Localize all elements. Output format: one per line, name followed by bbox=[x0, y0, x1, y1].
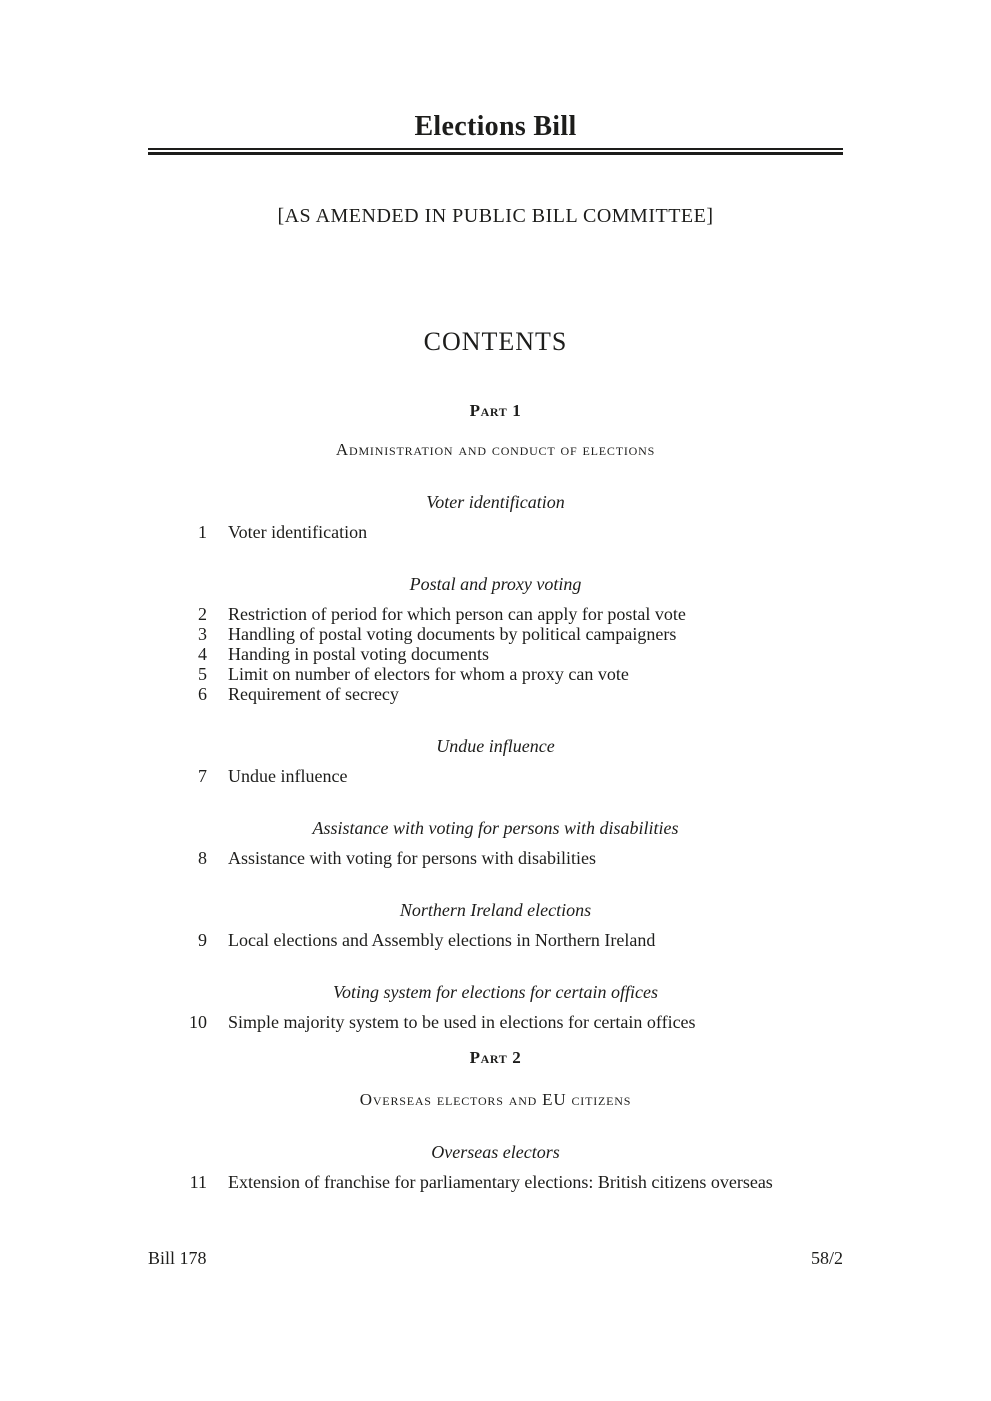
clause-number: 1 bbox=[198, 522, 207, 542]
section-items bbox=[148, 766, 843, 786]
part-2-label: Part 2 bbox=[469, 1048, 522, 1067]
contents-item bbox=[148, 1172, 843, 1192]
section-assistance-with-voting bbox=[148, 818, 843, 868]
bill-title: Elections Bill bbox=[414, 111, 577, 142]
clause-title: Simple majority system to be used in elections for certain offices bbox=[228, 1012, 696, 1032]
bill-number: Bill 178 bbox=[148, 1248, 207, 1268]
part-2-subtitle: Overseas electors and EU citizens bbox=[359, 1090, 632, 1109]
contents-item bbox=[148, 664, 843, 684]
clause-number: 11 bbox=[189, 1172, 207, 1192]
section-items bbox=[148, 522, 843, 542]
clause-number: 2 bbox=[198, 604, 207, 624]
clause-number: 4 bbox=[198, 644, 207, 664]
clause-title: Undue influence bbox=[228, 766, 348, 786]
contents-item bbox=[148, 766, 843, 786]
session-number: 58/2 bbox=[810, 1248, 843, 1268]
title-double-rule bbox=[148, 148, 843, 155]
page-content bbox=[148, 0, 843, 1192]
amendment-note: [AS AMENDED IN PUBLIC BILL COMMITTEE] bbox=[277, 205, 714, 227]
section-heading: Overseas electors bbox=[431, 1142, 560, 1162]
section-items bbox=[148, 604, 843, 704]
part-1 bbox=[148, 401, 843, 1032]
contents-item bbox=[148, 930, 843, 950]
clause-number: 9 bbox=[198, 930, 207, 950]
contents-item bbox=[148, 848, 843, 868]
clause-number: 6 bbox=[198, 684, 207, 704]
clause-number: 3 bbox=[198, 624, 207, 644]
contents-item bbox=[148, 604, 843, 624]
clause-number: 8 bbox=[198, 848, 207, 868]
section-items bbox=[148, 848, 843, 868]
part-2 bbox=[148, 1048, 843, 1192]
contents-item bbox=[148, 684, 843, 704]
section-voting-system-certain-offices bbox=[148, 982, 843, 1032]
contents-heading: CONTENTS bbox=[423, 327, 568, 356]
contents-item bbox=[148, 1012, 843, 1032]
contents-item bbox=[148, 644, 843, 664]
section-overseas-electors bbox=[148, 1142, 843, 1192]
clause-title: Handing in postal voting documents bbox=[228, 644, 489, 664]
part-1-label: Part 1 bbox=[469, 401, 522, 420]
clause-title: Extension of franchise for parliamentary elections: British citizens overseas bbox=[228, 1172, 773, 1192]
clause-title: Assistance with voting for persons with disabilities bbox=[228, 848, 596, 868]
section-heading: Voting system for elections for certain offices bbox=[333, 982, 658, 1002]
contents-item bbox=[148, 522, 843, 542]
section-heading: Postal and proxy voting bbox=[409, 574, 582, 594]
section-items bbox=[148, 1012, 843, 1032]
section-undue-influence bbox=[148, 736, 843, 786]
contents-item bbox=[148, 624, 843, 644]
clause-title: Restriction of period for which person can apply for postal vote bbox=[228, 604, 686, 624]
section-heading: Assistance with voting for persons with disabilities bbox=[312, 818, 679, 838]
section-items bbox=[148, 930, 843, 950]
section-heading: Voter identification bbox=[426, 492, 565, 512]
clause-number: 7 bbox=[198, 766, 207, 786]
clause-title: Requirement of secrecy bbox=[228, 684, 399, 704]
section-items bbox=[148, 1172, 843, 1192]
clause-title: Handling of postal voting documents by political campaigners bbox=[228, 624, 677, 644]
section-heading: Undue influence bbox=[436, 736, 555, 756]
clause-title: Limit on number of electors for whom a proxy can vote bbox=[228, 664, 629, 684]
clause-number: 5 bbox=[198, 664, 207, 684]
section-voter-identification bbox=[148, 492, 843, 542]
clause-title: Local elections and Assembly elections in Northern Ireland bbox=[228, 930, 656, 950]
part-1-subtitle: Administration and conduct of elections bbox=[335, 440, 656, 459]
section-postal-and-proxy-voting bbox=[148, 574, 843, 704]
page-footer bbox=[148, 1248, 843, 1268]
clause-title: Voter identification bbox=[228, 522, 368, 542]
clause-number: 10 bbox=[189, 1012, 207, 1032]
section-heading: Northern Ireland elections bbox=[399, 900, 592, 920]
section-northern-ireland-elections bbox=[148, 900, 843, 950]
